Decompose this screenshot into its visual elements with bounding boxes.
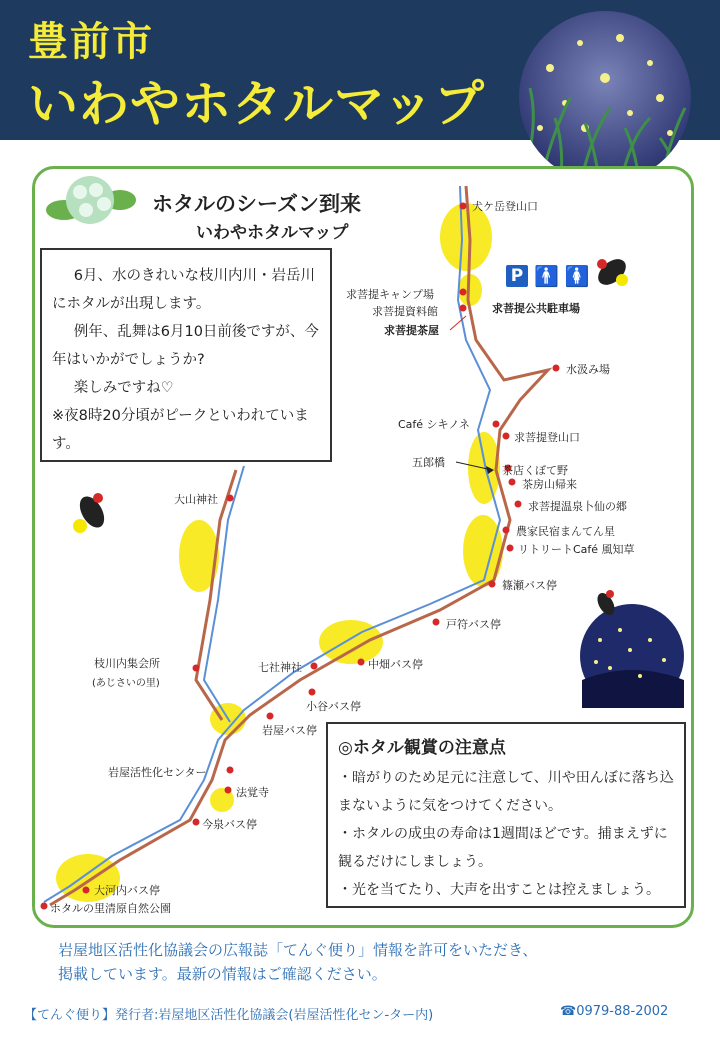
caution-box bbox=[326, 722, 686, 908]
place-label: リトリートCafé 風知草 bbox=[518, 543, 635, 556]
women-toilet-icon: 🚺 bbox=[564, 264, 590, 288]
publisher-line: 【てんぐ便り】発行者:岩屋地区活性化協議会(岩屋活性化セン-ター内) bbox=[24, 1008, 434, 1023]
footer-note-line: 岩屋地区活性化協議会の広報誌「てんぐ便り」情報を許可をいただき、 bbox=[58, 941, 538, 959]
place-label: 枝川内集会所 bbox=[94, 657, 160, 670]
city-title: 豊前市 bbox=[28, 19, 154, 65]
place-label: (あじさいの里) bbox=[92, 678, 160, 689]
place-label: 五郎橋 bbox=[412, 456, 445, 469]
place-label: 七社神社 bbox=[258, 661, 302, 674]
place-label: 求菩提茶屋 bbox=[384, 324, 439, 337]
footer-note bbox=[58, 938, 537, 986]
place-label: ホタルの里清原自然公園 bbox=[50, 902, 171, 915]
place-label: Café シキノネ bbox=[398, 418, 470, 431]
place-label: 小谷バス停 bbox=[306, 700, 361, 713]
place-label: 求菩提登山口 bbox=[514, 431, 580, 444]
place-label: 戸符バス停 bbox=[446, 618, 501, 631]
map-title: ホタルのシーズン到来 bbox=[152, 192, 361, 216]
road-branch bbox=[196, 470, 236, 720]
place-label: 茶房山帰来 bbox=[522, 478, 577, 491]
place-label: 求菩提公共駐車場 bbox=[492, 302, 580, 315]
place-label: 茶店くぼて野 bbox=[502, 464, 568, 477]
intro-text: ※夜8時20分頃がピークといわれています。 bbox=[52, 408, 309, 452]
caution-title: ◎ホタル観賞の注意点 bbox=[338, 738, 506, 758]
firefly-photo-icon bbox=[580, 590, 684, 708]
phone-number: ☎0979-88-2002 bbox=[560, 1004, 669, 1019]
parking-icon: P bbox=[506, 265, 528, 287]
place-label: 法覚寺 bbox=[236, 786, 269, 799]
intro-box bbox=[40, 248, 332, 462]
hydrangea-icon bbox=[46, 176, 136, 224]
intro-text: 例年、乱舞は6月10日前後ですが、今年はいかがでしょうか? bbox=[52, 324, 319, 368]
place-label: 岩屋バス停 bbox=[262, 724, 317, 737]
page-title: いわやホタルマップ bbox=[28, 75, 485, 133]
men-toilet-icon: 🚹 bbox=[534, 264, 559, 288]
place-label: 篠瀬バス停 bbox=[502, 579, 557, 592]
map-subtitle: いわやホタルマップ bbox=[196, 223, 349, 243]
caution-item: ・ホタルの成虫の寿命は1週間ほどです。捕まえずに観るだけにしましょう。 bbox=[338, 826, 668, 870]
facility-icons bbox=[506, 264, 590, 288]
firefly-bug-icon bbox=[73, 492, 109, 533]
caution-item: ・光を当てたり、大声を出すことは控えましょう。 bbox=[338, 882, 660, 898]
place-label: 岩屋活性化センター bbox=[108, 766, 207, 779]
place-label: 求菩提温泉卜仙の郷 bbox=[528, 500, 627, 513]
place-label: 犬ケ岳登山口 bbox=[472, 200, 538, 213]
place-label: 中畑バス停 bbox=[368, 658, 423, 671]
firefly-bug-icon bbox=[593, 254, 630, 290]
place-label: 大河内バス停 bbox=[94, 884, 160, 897]
intro-text: 楽しみですね♡ bbox=[73, 380, 174, 396]
footer-note-line: 掲載しています。最新の情報はご確認ください。 bbox=[58, 965, 387, 983]
place-label: 大山神社 bbox=[174, 493, 218, 506]
place-label: 求菩提資料館 bbox=[372, 305, 438, 318]
intro-text: 6月、水のきれいな枝川内川・岩岳川にホタルが出現します。 bbox=[52, 268, 315, 312]
place-label: 求菩提キャンプ場 bbox=[346, 288, 434, 301]
place-label: 農家民宿まんてん星 bbox=[516, 525, 615, 538]
place-label: 今泉バス停 bbox=[202, 818, 257, 831]
caution-item: ・暗がりのため足元に注意して、川や田んぼに落ち込まないように気をつけてください。 bbox=[338, 770, 674, 814]
place-label: 水汲み場 bbox=[566, 363, 610, 376]
